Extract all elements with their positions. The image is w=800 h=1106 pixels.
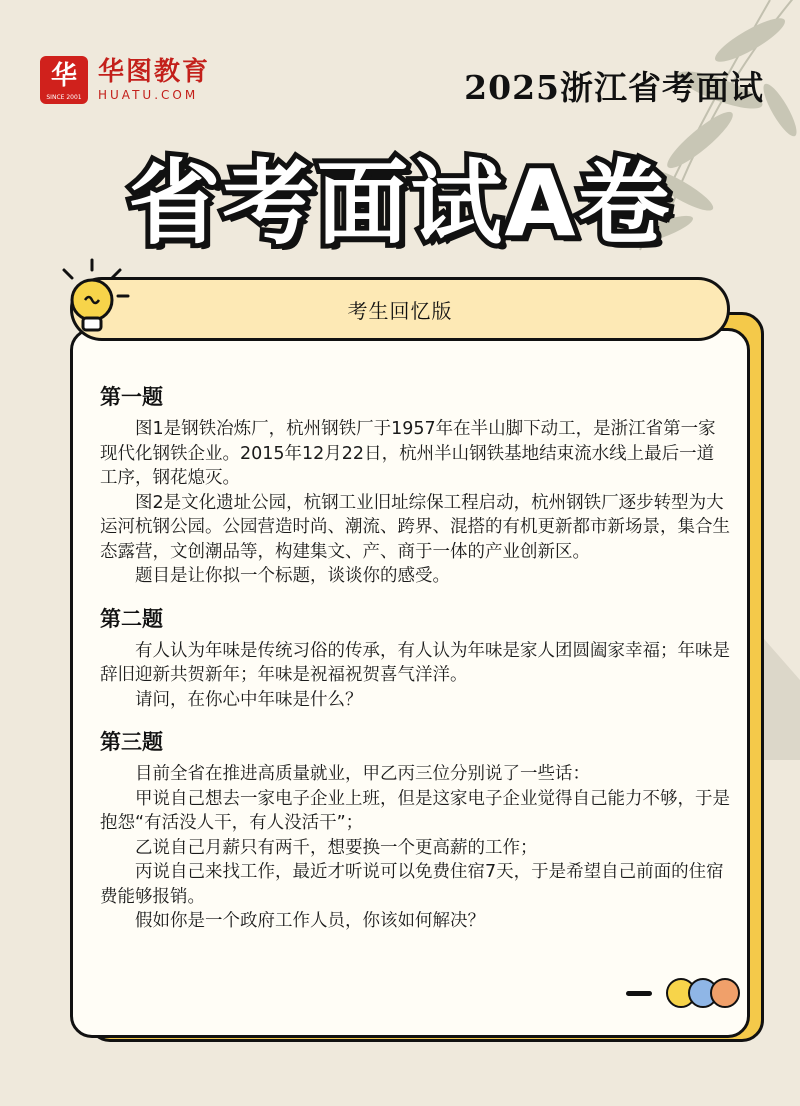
main-title: 省考面试A卷: [128, 150, 672, 257]
question-paragraph: 有人认为年味是传统习俗的传承，有人认为年味是家人团圆阖家幸福；年味是辞旧迎新共贺新年；年味是祝福祝贺喜气洋洋。: [100, 640, 730, 685]
question-paragraph: 题目是让你拟一个标题，谈谈你的感受。: [135, 566, 450, 586]
lightbulb-icon: [52, 256, 142, 346]
brand-domain: HUATU.COM: [98, 88, 199, 102]
logo-since: SINCE 2001: [46, 94, 82, 101]
question-3: [100, 728, 730, 934]
questions: [100, 383, 730, 950]
brand-name: 华图教育: [98, 57, 211, 87]
question-paragraph: 请问，在你心中年味是什么？: [135, 689, 363, 710]
question-2: [100, 605, 730, 713]
brand-logo: [40, 56, 210, 104]
ribbon-banner: [70, 277, 730, 341]
question-1: [100, 383, 730, 589]
question-paragraph: 乙说自己月薪只有两千，想要换一个更高薪的工作；: [135, 837, 538, 858]
question-paragraph: 甲说自己想去一家电子企业上班，但是这家电子企业觉得自己能力不够，于是抱怨“有活没人干，有人没活干”；: [100, 788, 730, 833]
question-paragraph: 目前全省在推进高质量就业，甲乙丙三位分别说了一些话：: [135, 764, 590, 784]
dot-orange: [710, 978, 740, 1008]
question-heading: 第三题: [100, 730, 163, 754]
exam-title: 2025浙江省考面试: [464, 68, 764, 107]
question-paragraph: 丙说自己来找工作，最近才听说可以免费住宿7天，于是希望自己前面的住宿费能够报销。: [100, 862, 724, 907]
question-paragraph: 图1是钢铁冶炼厂，杭州钢铁厂于1957年在半山脚下动工，是浙江省第一家现代化钢铁企业。2015年12月22日，杭州半山钢铁基地结束流水线上最后一道工序，钢花熄灭。: [100, 419, 716, 488]
decorative-dots: [626, 978, 740, 1008]
dash-decoration: [626, 991, 652, 996]
question-heading: 第一题: [100, 385, 163, 409]
logo-glyph: 华: [50, 61, 77, 91]
logo-mark: [40, 56, 88, 104]
question-heading: 第二题: [100, 606, 163, 631]
ribbon-label: 考生回忆版: [347, 298, 453, 323]
question-paragraph: 图2是文化遗址公园，杭钢工业旧址综保工程启动，杭州钢铁厂逐步转型为大运河杭钢公园。公园营造时尚、潮流、跨界、混搭的有机更新都市新场景，集合生态露营，文创潮品等，构建集文、产、商于一体的产业创新区。: [100, 492, 730, 562]
question-paragraph: 假如你是一个政府工作人员，你该如何解决？: [135, 911, 485, 931]
